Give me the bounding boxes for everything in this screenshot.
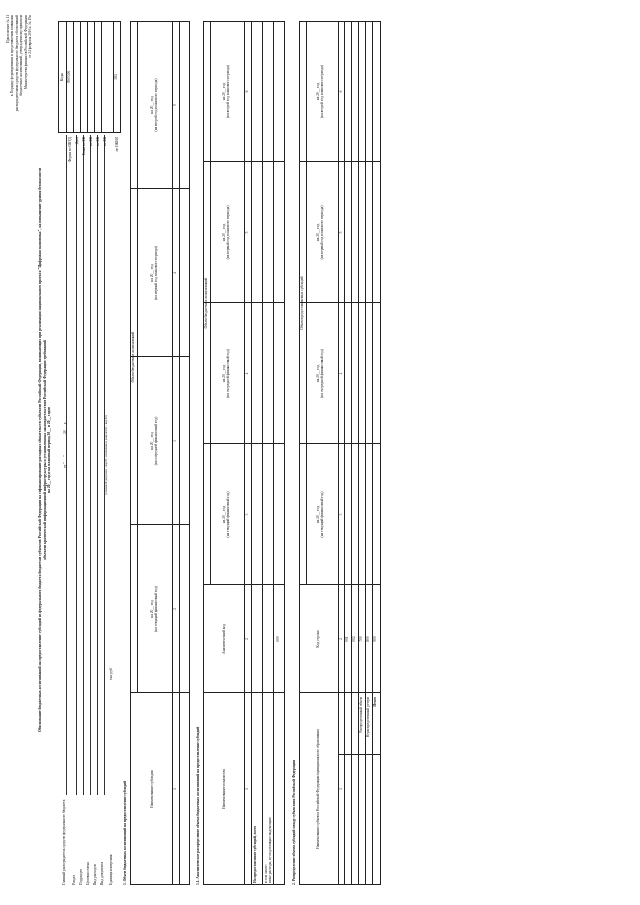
col-header-name: Наименование субъекта Российской Федерации/муниципального образования (316, 729, 320, 849)
col-sub: (на второй год планового периода) (226, 65, 231, 118)
unit-label: Единица измерения: (109, 853, 113, 885)
appendix-number: Приложение № 11 (6, 15, 10, 43)
col-header-next (222, 303, 231, 444)
col-header-group: Объем предоставляемых субсидий (300, 276, 304, 330)
table-row-name: иные расходы, не подлежащие индексации (268, 817, 272, 883)
col-header-plan2 (222, 21, 231, 162)
appendix-line: Министерства финансов Российской Федерации (23, 15, 28, 90)
col-number: 2 (245, 638, 249, 640)
title-line-1: Обоснование бюджетных ассигнований на предоставление субсидий из федерального бюджета бюджетам субъектов Российской Федерации на софинансирование расходных обязательств субъектов Российской Федерации, возникающих при реализации национального проекта "Цифровая экономика", на повышение уровня безопасности (38, 167, 42, 733)
doc-type-note: (основной документ - код 01; изменения к документу - код 02) (104, 415, 108, 495)
col-year: на 20__ год (316, 223, 320, 242)
code-label: по БК (103, 137, 107, 147)
section2-title: 2. Распределение объема субсидий между субъектами Российской Федерации (292, 759, 296, 885)
col-sub: (на очередной финансовый год) (154, 416, 159, 466)
table-row-code: 000 (276, 636, 280, 642)
col-header-current (222, 444, 231, 585)
col-number: 4 (173, 272, 177, 274)
col-number: 2 (173, 608, 177, 610)
field-label: Целевая статья (86, 862, 90, 885)
col-year: на 20__ год (150, 264, 154, 282)
col-header-code: Код строки (316, 630, 320, 648)
field-underline (83, 135, 84, 795)
codes-header: Коды (60, 72, 64, 82)
unit-value: тыс руб (109, 668, 113, 680)
col-header-plan1 (222, 162, 231, 303)
col-number: 3 (245, 513, 249, 516)
col-header-name: Наименование субсидии (150, 770, 154, 808)
field-label: Раздел (72, 874, 76, 885)
section11-title: 1.1. Аналитическое распределение объема бюджетных ассигнований на предоставление субсидий (196, 726, 200, 885)
col-header-next (150, 357, 159, 525)
col-year: на 20__ год (150, 96, 154, 114)
okei-label: по ОКЕИ (115, 137, 119, 152)
col-header-plan1 (316, 162, 325, 303)
col-header-current (150, 525, 159, 693)
field-label: Вид документа (100, 861, 104, 885)
appendix-block (6, 15, 33, 315)
document-title (38, 15, 52, 885)
col-number: 6 (245, 90, 249, 93)
okud-value: 0505306 (67, 70, 71, 84)
section1-table (130, 21, 190, 885)
table-row-code: 900 (373, 636, 377, 642)
col-year: на 20__ год (222, 223, 226, 242)
date-label: Дата (75, 137, 79, 145)
col-sub: (на текущий финансовый год) (154, 586, 159, 632)
code-label: по БК (96, 137, 100, 147)
date-line: от "___" ___________ 20___ г. (63, 422, 67, 468)
col-sub: (на первый год планового периода) (154, 246, 159, 300)
field-underline (76, 135, 77, 795)
col-header-group: Объем бюджетных ассигнований (204, 277, 208, 329)
okei-value: 384 (114, 74, 118, 80)
col-header-name: Наименование показателя (222, 769, 226, 809)
table-row-name: Нераспределенный резерв (366, 697, 370, 738)
col-year: на 20__ год (316, 505, 320, 524)
title-line-2: объектов критической информационной инфраструктуры и установленных законодательством Российской Федерации требований (42, 340, 47, 560)
col-number: 5 (245, 231, 249, 234)
code-label: Глава по БК (82, 137, 86, 156)
col-header-current (316, 444, 325, 585)
appendix-line: к Порядку формирования и представления главными (10, 15, 15, 97)
table-row-name: На предоставление субсидий, всего (253, 825, 257, 883)
col-number: 5 (339, 231, 343, 234)
col-sub: (на текущий финансовый год) (320, 491, 325, 538)
appendix-line: распорядителями средств федерального бюджета обоснований (14, 15, 19, 112)
table-row-code: 001 (345, 636, 349, 642)
col-number: 6 (339, 90, 343, 93)
col-header-plan2 (150, 21, 159, 189)
col-sub: (на очередной финансовый год) (226, 349, 231, 398)
col-header-group: Объем бюджетных ассигнований (131, 331, 135, 383)
appendix-line: от 24 февраля 2016 г. № 15н (28, 15, 33, 58)
section1-title: 1. Объем бюджетных ассигнований на предоставление субсидий (123, 780, 127, 885)
col-sub: (на второй год планового периода) (320, 65, 325, 118)
col-header-plan2 (316, 21, 325, 162)
col-year: на 20__ год (150, 600, 154, 618)
table-row-name: Итого (373, 697, 377, 707)
col-header-next (316, 303, 325, 444)
col-sub: (на второй год планового периода) (154, 78, 159, 132)
col-number: 3 (339, 513, 343, 516)
col-year: на 20__ год (316, 82, 320, 101)
field-underline (90, 135, 91, 795)
col-number: 1 (245, 788, 249, 790)
col-number: 1 (339, 788, 343, 790)
col-header-code: Аналитический код (222, 623, 226, 655)
table-row-code: 002 (352, 636, 356, 642)
col-number: 3 (173, 440, 177, 442)
col-header-plan1 (150, 189, 159, 357)
col-number: 4 (245, 372, 249, 375)
col-year: на 20__ год (222, 82, 226, 101)
col-number: 4 (339, 372, 343, 375)
field-underline (66, 135, 67, 795)
field-underline (97, 135, 98, 795)
appendix-line: бюджетных ассигнований, утвержденному приказом (19, 15, 24, 96)
field-label: Вид расходов (93, 864, 97, 885)
okud-label: Форма по ОКУД (68, 137, 72, 163)
col-number: 5 (173, 104, 177, 106)
col-year: на 20__ год (316, 364, 320, 383)
col-number: 2 (339, 638, 343, 640)
field-label: Главный распорядитель средств федерального бюджета (62, 799, 66, 885)
col-year: на 20__ год (222, 505, 226, 524)
col-year: на 20__ год (150, 432, 154, 450)
field-label: Подраздел (79, 868, 83, 885)
col-year: на 20__ год (222, 364, 226, 383)
table-row-code: 700 (359, 636, 363, 642)
col-sub: (на текущий финансовый год) (226, 491, 231, 538)
col-sub: (на очередной финансовый год) (320, 349, 325, 398)
title-line-3: на 20__ год и на плановый период 20__ и 20__ годов (47, 406, 52, 494)
code-label: по БК (89, 137, 93, 147)
table-row-name: Распределенный объем (359, 697, 363, 733)
table-row-name: в том числе: (264, 864, 268, 883)
col-number: 1 (173, 788, 177, 790)
table-row-code: 800 (366, 636, 370, 642)
col-sub: (на первый год планового периода) (226, 205, 231, 260)
col-sub: (на первый год планового периода) (320, 205, 325, 260)
